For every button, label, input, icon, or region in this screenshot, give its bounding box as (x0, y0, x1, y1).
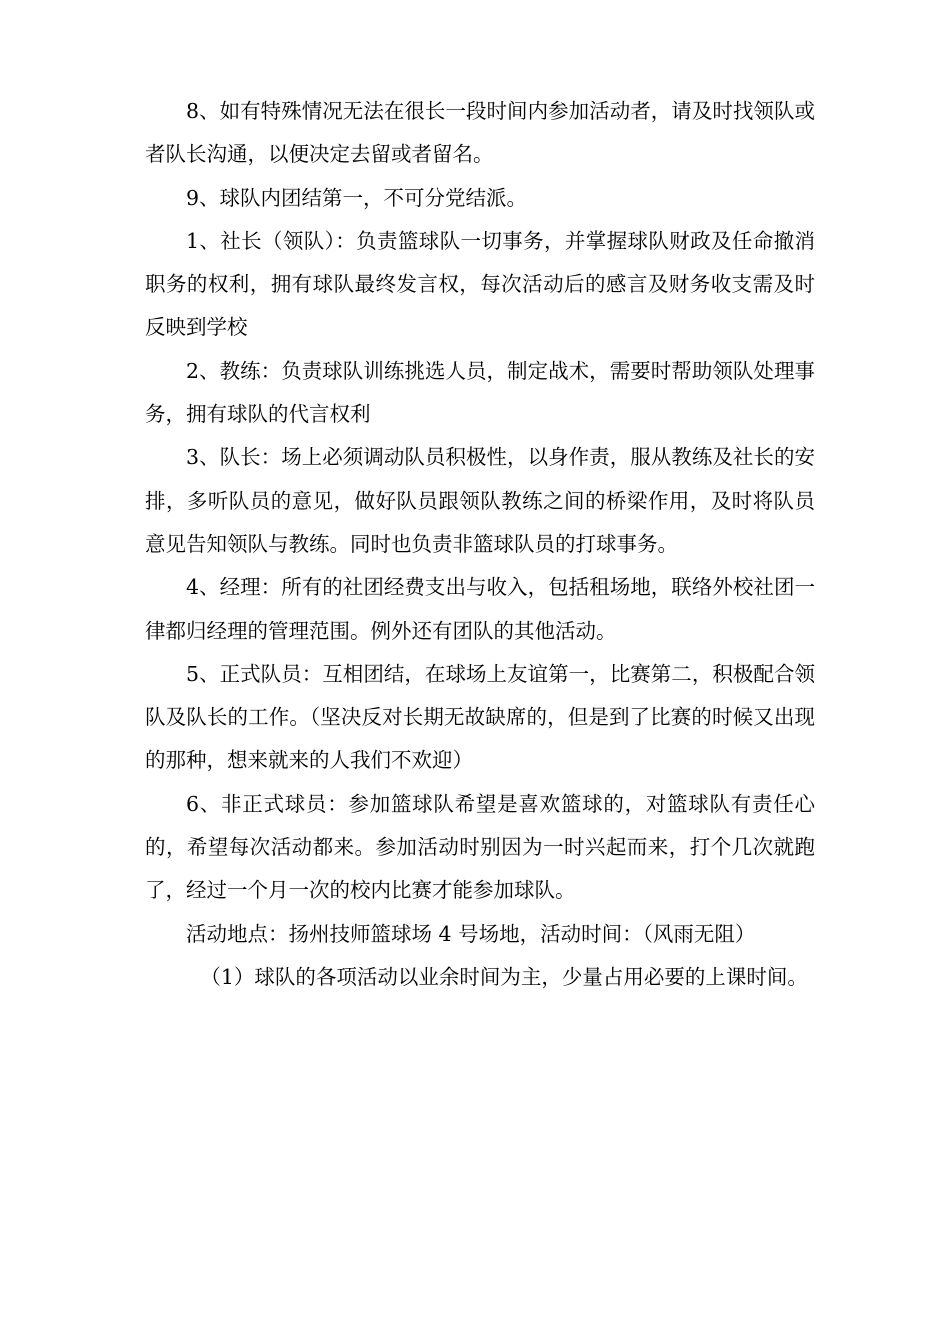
document-body (145, 90, 815, 999)
paragraph-role-captain: 3、队长：场上必须调动队员积极性，以身作责，服从教练及社长的安排，多听队员的意见，做好队员跟领队教练之间的桥梁作用，及时将队员意见告知领队与教练。同时也负责非篮球队员的打球事务。 (145, 445, 815, 556)
paragraph-role-president: 1、社长（领队）：负责篮球队一切事务，并掌握球队财政及任命撤消职务的权利，拥有球队最终发言权，每次活动后的感言及财务收支需及时反映到学校 (145, 228, 815, 340)
paragraph-item-8: 8、如有特殊情况无法在很长一段时间内参加活动者，请及时找领队或者队长沟通，以便决定去留或者留名。 (145, 99, 815, 167)
paragraph-activity-note-1: （1）球队的各项活动以业余时间为主，少量占用必要的上课时间。 (200, 964, 808, 989)
paragraph-role-manager: 4、经理：所有的社团经费支出与收入，包括租场地，联络外校社团一律都归经理的管理范围。例外还有团队的其他活动。 (145, 575, 815, 643)
paragraph-role-official-member: 5、正式队员：互相团结，在球场上友谊第一，比赛第二，积极配合领队及队长的工作。（坚决反对长期无故缺席的，但是到了比赛的时候又出现的那种，想来就来的人我们不欢迎） (145, 661, 815, 773)
paragraph-role-coach: 2、教练：负责球队训练挑选人员，制定战术，需要时帮助领队处理事务，拥有球队的代言权利 (145, 358, 815, 427)
paragraph-activity-location: 活动地点：扬州技师篮球场 4 号场地，活动时间：（风雨无阻） (186, 921, 756, 946)
paragraph-role-unofficial-member: 6、非正式球员：参加篮球队希望是喜欢篮球的，对篮球队有责任心的，希望每次活动都来。参加活动时别因为一时兴起而来，打个几次就跑了，经过一个月一次的校内比赛才能参加球队。 (145, 791, 815, 903)
paragraph-item-9: 9、球队内团结第一，不可分党结派。 (186, 185, 528, 210)
